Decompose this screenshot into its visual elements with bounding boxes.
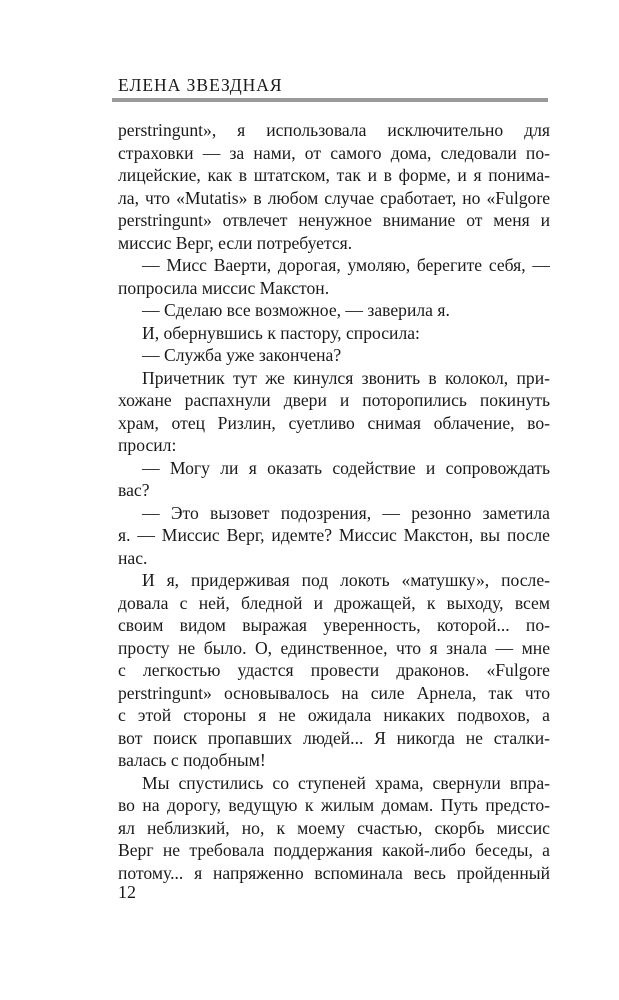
text-line: вас? — [118, 480, 150, 500]
text-line: Причетник тут же кинулся звонить в колокол, при- — [142, 367, 550, 388]
text-line: И я, придерживая под локоть «матушку», после- — [142, 570, 550, 590]
text-line: ла, что «Mutatis» в любом случае сработает, но «Fulgore — [118, 187, 550, 208]
text-line: во на дорогу, ведущую к жилым домам. Путь предсто- — [118, 795, 550, 815]
text-line: — Мисс Ваерти, дорогая, умоляю, берегите себя, — — [142, 255, 550, 275]
text-line: perstringunt» отвлечет ненужное внимание от меня и — [118, 210, 550, 230]
text-line: своим видом выражая уверенность, которой... по- — [118, 615, 550, 635]
text-line: perstringunt» основывалось на силе Арнела, так что — [118, 682, 550, 703]
text-line: миссис Верг, если потребуется. — [118, 232, 353, 253]
text-line: попросила миссис Макстон. — [118, 277, 330, 298]
text-line: с этой стороны я не ожидала никаких подвохов, а — [118, 705, 550, 725]
text-line: просил: — [118, 435, 177, 455]
page-number: 12 — [118, 882, 136, 902]
text-line: — Сделаю все возможное, — заверила я. — [142, 300, 450, 320]
text-line: — Служба уже закончена? — [142, 345, 342, 365]
text-line: вот поиск пропавших людей... Я никогда не сталки- — [118, 727, 550, 748]
text-line: я. — Миссис Верг, идемте? Миссис Макстон, вы после — [118, 525, 550, 545]
header-rule — [112, 98, 548, 102]
text-line: ял неблизкий, но, к моему счастью, скорбь миссис — [118, 817, 550, 838]
text-line: Верг не требовала поддержания какой-либо беседы, а — [118, 840, 550, 860]
text-line: просту не было. О, единственное, что я знала — мне — [118, 637, 550, 658]
text-line: — Это вызовет подозрения, — резонно заметила — [142, 502, 550, 523]
text-line: perstringunt», я использовала исключительно для — [118, 120, 550, 140]
text-line: Мы спустились со ступеней храма, свернули впра- — [142, 772, 550, 793]
page-body-text — [118, 119, 550, 884]
text-line: храм, отец Ризлин, суетливо снимая облачение, во- — [118, 412, 550, 433]
text-line: страховки — за нами, от самого дома, следовали по- — [118, 142, 550, 163]
text-line: валась с подобным! — [118, 750, 266, 770]
text-line: хожане распахнули двери и поторопились покинуть — [118, 390, 550, 410]
text-line: потому... я напряженно вспоминала весь пройденный — [118, 862, 550, 883]
text-line: нас. — [118, 547, 148, 568]
text-line: лицейские, как в штатском, так и в форме, и я понима- — [118, 165, 550, 185]
text-line: И, обернувшись к пастору, спросила: — [142, 322, 420, 343]
text-line: — Могу ли я оказать содействие и сопровождать — [142, 457, 550, 478]
author-name: ЕЛЕНА ЗВЕЗДНАЯ — [118, 75, 283, 95]
text-line: с легкостью удастся провести драконов. «Fulgore — [118, 660, 550, 680]
text-line: довала с ней, бледной и дрожащей, к выходу, всем — [118, 592, 550, 613]
